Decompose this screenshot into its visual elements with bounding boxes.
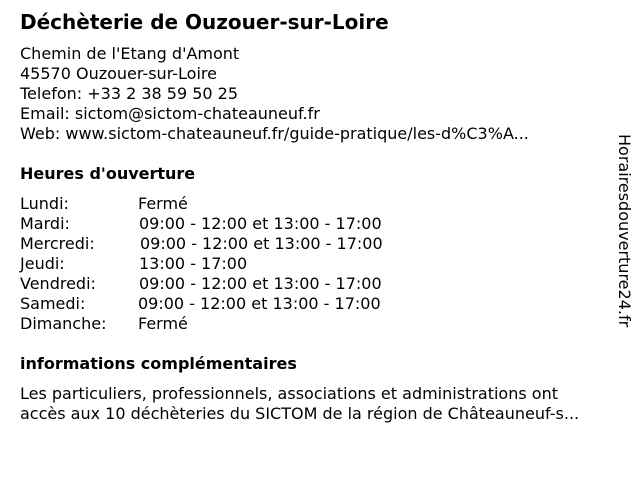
site-watermark: Horairesdouverture24.fr [615, 134, 634, 328]
hours-table [20, 194, 460, 334]
page-title: Déchèterie de Ouzouer-sur-Loire [20, 10, 389, 34]
hours-time: 09:00 - 12:00 et 13:00 - 17:00 [139, 274, 382, 293]
hours-row-thursday [20, 254, 460, 274]
hours-row-tuesday [20, 214, 460, 234]
hours-day: Lundi: [20, 194, 69, 213]
hours-day: Samedi: [20, 294, 86, 313]
info-paragraph [20, 384, 632, 424]
address-email: Email: sictom@sictom-chateauneuf.fr [20, 104, 320, 123]
hours-row-saturday [20, 294, 460, 314]
hours-day: Mercredi: [20, 234, 95, 253]
hours-time: Fermé [138, 194, 188, 213]
hours-row-friday [20, 274, 460, 294]
hours-day: Dimanche: [20, 314, 107, 333]
hours-day: Vendredi: [20, 274, 96, 293]
hours-row-sunday [20, 314, 460, 334]
info-heading: informations complémentaires [20, 354, 297, 373]
address-city: 45570 Ouzouer-sur-Loire [20, 64, 217, 83]
info-line: Les particuliers, professionnels, associations et administrations ont [20, 384, 558, 403]
hours-day: Jeudi: [20, 254, 65, 273]
hours-row-monday [20, 194, 460, 214]
hours-time: 13:00 - 17:00 [139, 254, 248, 273]
address-phone: Telefon: +33 2 38 59 50 25 [20, 84, 239, 103]
hours-row-wednesday [20, 234, 460, 254]
hours-time: 09:00 - 12:00 et 13:00 - 17:00 [139, 214, 382, 233]
address-block [20, 44, 529, 144]
address-street: Chemin de l'Etang d'Amont [20, 44, 240, 63]
hours-heading: Heures d'ouverture [20, 164, 196, 183]
address-web: Web: www.sictom-chateauneuf.fr/guide-pratique/les-d%C3%A... [20, 124, 529, 143]
hours-time: Fermé [138, 314, 188, 333]
hours-time: 09:00 - 12:00 et 13:00 - 17:00 [138, 294, 381, 313]
hours-time: 09:00 - 12:00 et 13:00 - 17:00 [140, 234, 383, 253]
info-line: accès aux 10 déchèteries du SICTOM de la région de Châteauneuf-s... [20, 404, 580, 423]
hours-day: Mardi: [20, 214, 70, 233]
